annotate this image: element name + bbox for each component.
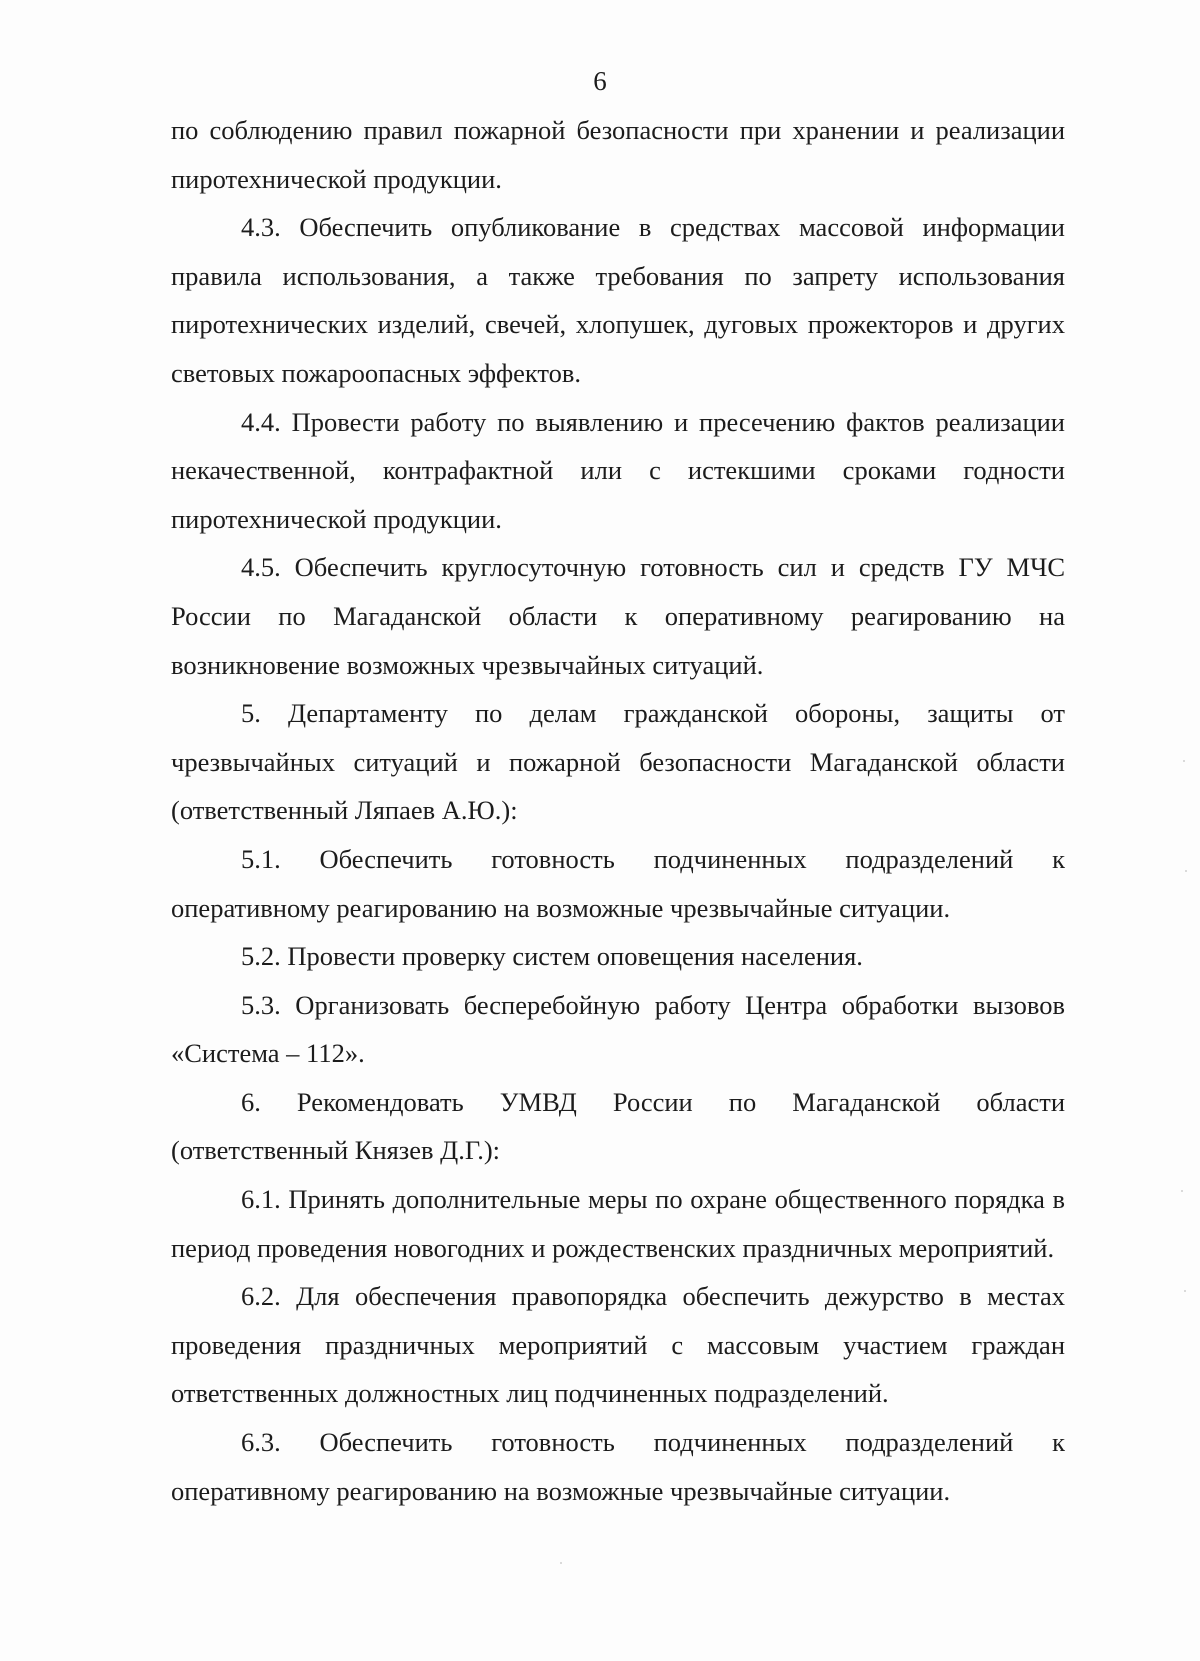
scan-speck bbox=[1184, 1290, 1186, 1292]
document-body bbox=[171, 106, 1065, 1515]
paragraph-6-3: 6.3. Обеспечить готовность подчиненных подразделений к оперативному реагированию на возможные чрезвычайные ситуации. bbox=[171, 1427, 1065, 1506]
scan-speck bbox=[1181, 1190, 1183, 1192]
paragraph-6-1: 6.1. Принять дополнительные меры по охране общественного порядка в период проведения новогодних и рождественских праздничных мероприятий. bbox=[171, 1184, 1065, 1263]
paragraph-6: 6. Рекомендовать УМВД России по Магаданской области (ответственный Князев Д.Г.): bbox=[171, 1086, 1065, 1166]
paragraph: по соблюдению правил пожарной безопасности при хранении и реализации пиротехнической продукции. bbox=[171, 115, 1065, 194]
paragraph-5: 5. Департаменту по делам гражданской обороны, защиты от чрезвычайных ситуаций и пожарной безопасности Магаданской области (ответственный Ляпаев А.Ю.): bbox=[171, 698, 1065, 826]
scan-speck bbox=[560, 1562, 562, 1564]
scan-speck bbox=[1185, 870, 1187, 872]
paragraph-4-5: 4.5. Обеспечить круглосуточную готовность сил и средств ГУ МЧС России по Магаданской области к оперативному реагированию на возникновение возможных чрезвычайных ситуаций. bbox=[171, 552, 1065, 680]
paragraph-6-2: 6.2. Для обеспечения правопорядка обеспечить дежурство в местах проведения праздничных мероприятий с массовым участием граждан ответственных должностных лиц подчиненных подразделений. bbox=[171, 1281, 1065, 1409]
paragraph-4-3: 4.3. Обеспечить опубликование в средствах массовой информации правила использования, а также требования по запрету использования пиротехнических изделий, свечей, хлопушек, дуговых прожекторов и других световых пожароопасных эффектов. bbox=[171, 212, 1065, 388]
paragraph-5-2: 5.2. Провести проверку систем оповещения населения. bbox=[241, 941, 863, 972]
paragraph-5-1: 5.1. Обеспечить готовность подчиненных подразделений к оперативному реагированию на возможные чрезвычайные ситуации. bbox=[171, 843, 1065, 923]
page-number: 6 bbox=[593, 66, 607, 96]
scan-speck bbox=[1183, 760, 1185, 762]
paragraph-5-3: 5.3. Организовать бесперебойную работу Центра обработки вызовов «Система – 112». bbox=[171, 989, 1065, 1069]
paragraph-4-4: 4.4. Провести работу по выявлению и пресечению фактов реализации некачественной, контрафактной или с истекшими сроками годности пиротехнической продукции. bbox=[171, 406, 1065, 534]
